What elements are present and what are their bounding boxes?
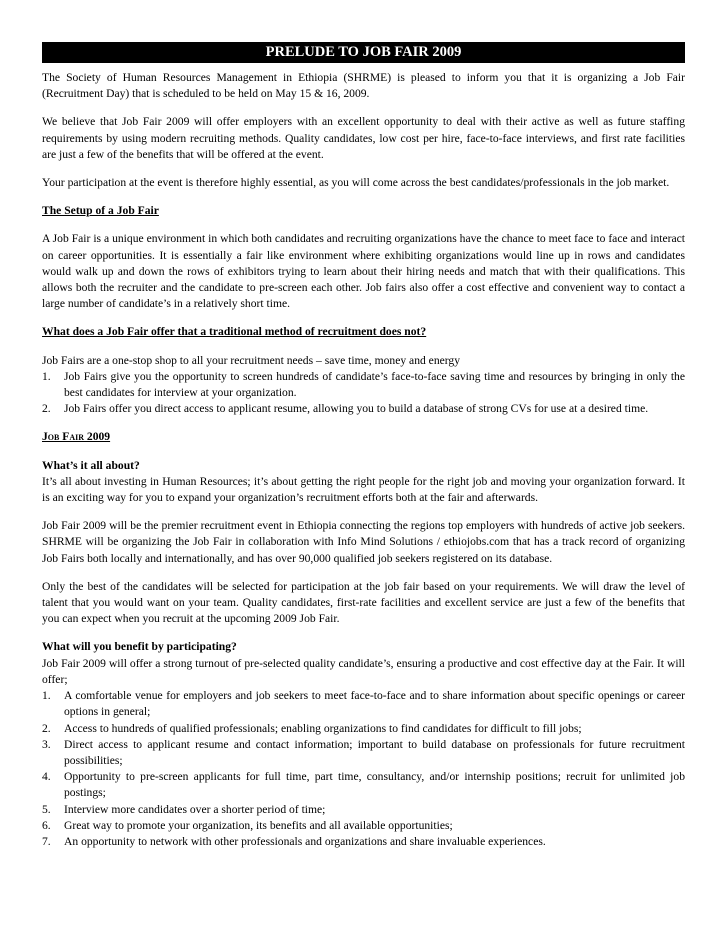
list-number: 3. — [42, 737, 51, 751]
benefit-intro: Job Fair 2009 will offer a strong turnout of pre-selected quality candidate’s, ensuring a productive and cost effective day at the Fair. It will offer; — [42, 656, 685, 686]
list-number: 4. — [42, 770, 51, 784]
about-paragraph: It’s all about investing in Human Resources; it’s about getting the right people for the right job and moving your organization forward. It is an exciting way for you to expand your organization’s recruitment efforts both at the fair and afterwards. — [42, 474, 685, 505]
premier-paragraph: Job Fair 2009 will be the premier recruitment event in Ethiopia connecting the regions top employers with hundreds of active job seekers. SHRME will be organizing the Job Fair in collaboration with Info Mind Solutions / ethiojobs.com that has a track record of organizing Job Fairs both locally and internationally, and has over 90,000 qualified job seekers registered on its database. — [42, 519, 685, 565]
list-text: An opportunity to network with other professionals and organizations and share invaluable experiences. — [64, 834, 546, 848]
jobfair-heading: Job Fair 2009 — [42, 430, 111, 444]
list-text: A comfortable venue for employers and job seekers to meet face-to-face and to share information about specific openings or career options in general; — [64, 689, 685, 719]
list-item — [42, 688, 685, 720]
list-item — [42, 818, 685, 834]
benefit-label: What will you benefit by participating? — [42, 640, 237, 654]
list-item — [42, 769, 685, 801]
list-text: Opportunity to pre-screen applicants for full time, part time, consultancy, and/or internship positions; recruit for unlimited job postings; — [64, 770, 685, 800]
list-item — [42, 802, 685, 818]
about-label: What’s it all about? — [42, 458, 140, 472]
intro-paragraph-3: Your participation at the event is therefore highly essential, as you will come across the best candidates/professionals in the job market. — [42, 176, 670, 190]
offer-section — [42, 353, 685, 418]
benefit-section — [42, 639, 685, 850]
list-item — [42, 401, 685, 417]
list-text: Job Fairs offer you direct access to applicant resume, allowing you to build a database of strong CVs for use at a desired time. — [64, 402, 649, 416]
intro-paragraph-1: The Society of Human Resources Management in Ethiopia (SHRME) is pleased to inform you that it is organizing a Job Fair (Recruitment Day) that is scheduled to be held on May 15 & 16, 2009. — [42, 71, 685, 101]
setup-heading: The Setup of a Job Fair — [42, 204, 159, 218]
list-item — [42, 834, 685, 850]
list-text: Great way to promote your organization, its benefits and all available opportunities; — [64, 818, 453, 832]
intro-paragraph-2: We believe that Job Fair 2009 will offer employers with an excellent opportunity to deal with their active as well as future staffing requirements by using modern recruiting methods. Quality candidates, low cost per hire, face-to-face interviews, and first rate facilities are just a few of the benefits that will be offered at the event. — [42, 115, 685, 161]
list-number: 7. — [42, 834, 51, 848]
setup-paragraph: A Job Fair is a unique environment in which both candidates and recruiting organizations have the chance to meet face to face and interact on career opportunities. It is essentially a fair like environment where exhibiting organizations would line up in rows and candidates would walk up and down the rows of exhibitors trying to learn about their hiring needs and match that with their qualifications. This allows both the recruiter and the candidate to pre-screen each other. Job fairs also offer a cost effective and convenient way to contact a large number of candidate’s in a relatively short time. — [42, 232, 685, 311]
list-number: 2. — [42, 721, 51, 735]
list-text: Direct access to applicant resume and contact information; important to build database on professionals for future recruitment possibilities; — [64, 737, 685, 767]
offer-intro: Job Fairs are a one-stop shop to all your recruitment needs – save time, money and energy — [42, 353, 461, 367]
list-number: 5. — [42, 802, 51, 816]
list-text: Access to hundreds of qualified professionals; enabling organizations to find candidates for difficult to fill jobs; — [64, 721, 582, 735]
about-section — [42, 458, 685, 507]
list-number: 6. — [42, 818, 51, 832]
list-item — [42, 369, 685, 401]
list-text: Interview more candidates over a shorter period of time; — [64, 802, 326, 816]
offer-list — [42, 369, 685, 418]
offer-heading: What does a Job Fair offer that a traditional method of recruitment does not? — [42, 325, 427, 339]
best-candidates-paragraph: Only the best of the candidates will be selected for participation at the job fair based on your requirements. We will draw the level of talent that you would want on your team. Quality candidates, first-rate facilities and excellent service are just a few of the benefits that you can expect when you recruit at the upcoming 2009 Job Fair. — [42, 579, 685, 626]
list-number: 1. — [42, 369, 51, 383]
list-text: Job Fairs give you the opportunity to screen hundreds of candidate’s face-to-face saving time and resources by bringing in only the best candidates for interview at your organization. — [64, 369, 685, 400]
list-item — [42, 737, 685, 769]
page-title: PRELUDE TO JOB FAIR 2009 — [42, 42, 685, 63]
benefit-list — [42, 688, 685, 850]
list-number: 2. — [42, 402, 51, 416]
list-number: 1. — [42, 689, 51, 703]
list-item — [42, 721, 685, 737]
